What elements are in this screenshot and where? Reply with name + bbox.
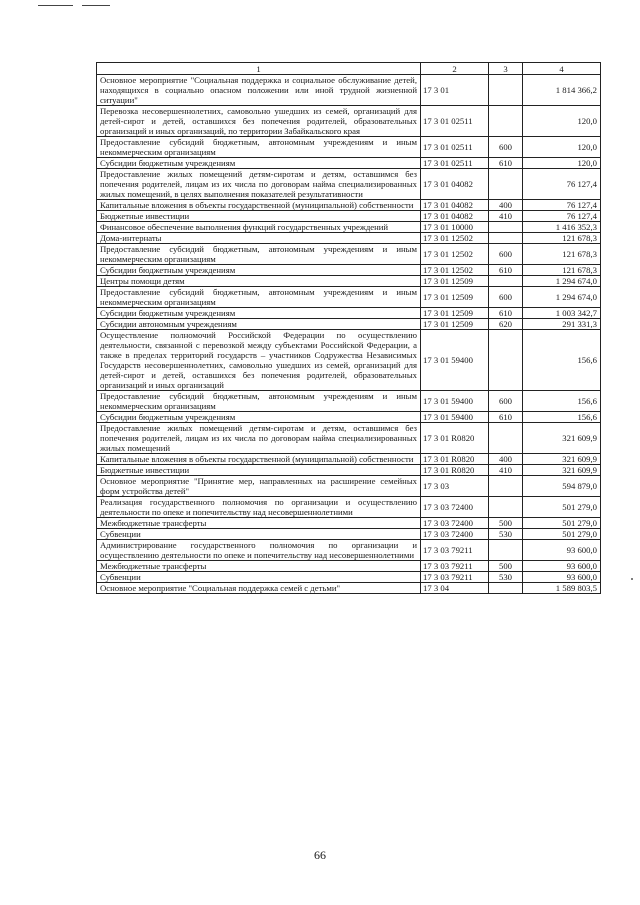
table-row [97,137,601,158]
row-amount-cell: 321 609,9 [523,454,601,465]
row-name-cell: Реализация государственного полномочия по организации и осуществлению деятельности по опеке и попечительству над несовершеннолетними [97,497,421,518]
row-expense-type-cell [489,497,523,518]
budget-table [96,62,601,594]
row-amount-cell: 76 127,4 [523,211,601,222]
header-cell-name: 1 [97,63,421,75]
row-amount-cell: 594 879,0 [523,476,601,497]
row-expense-type-cell: 600 [489,391,523,412]
table-row [97,540,601,561]
row-expense-type-cell: 610 [489,412,523,423]
table-row [97,561,601,572]
row-name-cell: Субсидии бюджетным учреждениям [97,308,421,319]
row-expense-type-cell [489,222,523,233]
row-code-cell: 17 3 01 59400 [421,330,489,391]
row-amount-cell: 121 678,3 [523,265,601,276]
row-expense-type-cell: 530 [489,529,523,540]
header-cell-expense-type: 3 [489,63,523,75]
row-name-cell: Дома-интернаты [97,233,421,244]
row-code-cell: 17 3 03 79211 [421,561,489,572]
row-name-cell: Центры помощи детям [97,276,421,287]
row-amount-cell: 321 609,9 [523,423,601,454]
table-row [97,391,601,412]
table-row [97,287,601,308]
row-name-cell: Субсидии бюджетным учреждениям [97,158,421,169]
table-row [97,276,601,287]
row-amount-cell: 501 279,0 [523,518,601,529]
row-code-cell: 17 3 04 [421,583,489,594]
row-code-cell: 17 3 01 02511 [421,158,489,169]
row-amount-cell: 156,6 [523,330,601,391]
row-amount-cell: 321 609,9 [523,465,601,476]
row-amount-cell: 76 127,4 [523,200,601,211]
row-expense-type-cell: 500 [489,518,523,529]
table-row [97,244,601,265]
row-name-cell: Межбюджетные трансферты [97,561,421,572]
row-code-cell: 17 3 01 12502 [421,233,489,244]
table-row [97,465,601,476]
row-amount-cell: 76 127,4 [523,169,601,200]
row-expense-type-cell: 400 [489,454,523,465]
table-row [97,454,601,465]
row-code-cell: 17 3 03 79211 [421,540,489,561]
row-name-cell: Бюджетные инвестиции [97,465,421,476]
table-row [97,265,601,276]
row-name-cell: Субсидии бюджетным учреждениям [97,265,421,276]
row-expense-type-cell [489,330,523,391]
row-name-cell: Основное мероприятие "Социальная поддержка и социальное обслуживание детей, находящихся в социально опасном положении или иной трудной жизненной ситуации" [97,75,421,106]
row-name-cell: Основное мероприятие "Социальная поддержка семей с детьми" [97,583,421,594]
table-row [97,200,601,211]
row-expense-type-cell: 610 [489,308,523,319]
row-code-cell: 17 3 03 72400 [421,497,489,518]
row-name-cell: Предоставление субсидий бюджетным, автономным учреждениям и иным некоммерческим организациям [97,287,421,308]
row-code-cell: 17 3 01 59400 [421,391,489,412]
page-number: 66 [314,848,326,862]
row-name-cell: Администрирование государственного полномочия по организации и осуществлению деятельности по опеке и попечительству над несовершеннолетними [97,540,421,561]
scan-speck [631,578,633,580]
table-row [97,583,601,594]
row-expense-type-cell: 410 [489,465,523,476]
row-amount-cell: 120,0 [523,137,601,158]
row-expense-type-cell [489,423,523,454]
table-row [97,412,601,423]
row-code-cell: 17 3 01 R0820 [421,465,489,476]
row-code-cell: 17 3 01 [421,75,489,106]
row-expense-type-cell [489,106,523,137]
row-amount-cell: 121 678,3 [523,244,601,265]
row-code-cell: 17 3 01 02511 [421,137,489,158]
header-cell-code: 2 [421,63,489,75]
row-amount-cell: 1 003 342,7 [523,308,601,319]
row-expense-type-cell: 600 [489,137,523,158]
row-name-cell: Основное мероприятие "Принятие мер, направленных на расширение семейных форм устройства детей" [97,476,421,497]
row-name-cell: Финансовое обеспечение выполнения функций государственных учреждений [97,222,421,233]
row-code-cell: 17 3 01 12502 [421,244,489,265]
row-expense-type-cell: 600 [489,244,523,265]
row-amount-cell: 501 279,0 [523,497,601,518]
row-expense-type-cell: 400 [489,200,523,211]
table-row [97,169,601,200]
table-row [97,158,601,169]
row-expense-type-cell [489,540,523,561]
row-code-cell: 17 3 01 12509 [421,319,489,330]
table-row [97,497,601,518]
row-code-cell: 17 3 01 10000 [421,222,489,233]
row-code-cell: 17 3 01 04082 [421,211,489,222]
top-margin-rule [82,5,110,6]
row-code-cell: 17 3 03 72400 [421,518,489,529]
row-expense-type-cell: 500 [489,561,523,572]
row-amount-cell: 93 600,0 [523,561,601,572]
row-amount-cell: 1 416 352,3 [523,222,601,233]
row-name-cell: Предоставление субсидий бюджетным, автономным учреждениям и иным некоммерческим организациям [97,244,421,265]
row-amount-cell: 1 814 366,2 [523,75,601,106]
row-name-cell: Предоставление субсидий бюджетным, автономным учреждениям и иным некоммерческим организациям [97,137,421,158]
row-code-cell: 17 3 01 12509 [421,287,489,308]
table-row [97,319,601,330]
row-name-cell: Предоставление жилых помещений детям-сиротам и детям, оставшимся без попечения родителей, лицам из их числа по договорам найма специализированных жилых помещений [97,423,421,454]
table-row [97,211,601,222]
table-row [97,75,601,106]
row-expense-type-cell: 600 [489,287,523,308]
row-name-cell: Субсидии бюджетным учреждениям [97,412,421,423]
row-code-cell: 17 3 01 R0820 [421,454,489,465]
row-name-cell: Субсидии автономным учреждениям [97,319,421,330]
row-code-cell: 17 3 01 R0820 [421,423,489,454]
row-expense-type-cell [489,169,523,200]
row-name-cell: Межбюджетные трансферты [97,518,421,529]
row-expense-type-cell: 620 [489,319,523,330]
row-expense-type-cell: 610 [489,158,523,169]
row-amount-cell: 93 600,0 [523,540,601,561]
table-row [97,572,601,583]
row-name-cell: Бюджетные инвестиции [97,211,421,222]
row-code-cell: 17 3 01 12502 [421,265,489,276]
table-row [97,308,601,319]
row-name-cell: Перевозка несовершеннолетних, самовольно ушедших из семей, организаций для детей-сирот и детей, оставшихся без попечения родителей, образовательных организаций и иных организаций, по территории Забайкальского края [97,106,421,137]
row-code-cell: 17 3 03 [421,476,489,497]
row-code-cell: 17 3 01 02511 [421,106,489,137]
table-row [97,106,601,137]
row-name-cell: Субвенции [97,572,421,583]
row-amount-cell: 1 294 674,0 [523,287,601,308]
row-name-cell: Субвенции [97,529,421,540]
row-code-cell: 17 3 01 12509 [421,276,489,287]
row-amount-cell: 291 331,3 [523,319,601,330]
row-amount-cell: 501 279,0 [523,529,601,540]
row-amount-cell: 156,6 [523,412,601,423]
table-row [97,423,601,454]
row-code-cell: 17 3 03 79211 [421,572,489,583]
row-name-cell: Осуществление полномочий Российской Федерации по осуществлению деятельности, связанной с перевозкой между субъектами Российской Федерации, а также в пределах территорий государств – участников Содружества Независимых Государств несовершеннолетних, самовольно ушедших из семей, организаций для детей-сирот и детей, оставшихся без попечения родителей, образовательных организаций и иных организаций [97,330,421,391]
table-row [97,233,601,244]
row-expense-type-cell: 410 [489,211,523,222]
top-margin-rule [38,5,73,6]
row-name-cell: Предоставление субсидий бюджетным, автономным учреждениям и иным некоммерческим организациям [97,391,421,412]
table-row [97,476,601,497]
row-code-cell: 17 3 01 04082 [421,169,489,200]
table-row [97,330,601,391]
row-code-cell: 17 3 01 59400 [421,412,489,423]
row-code-cell: 17 3 01 12509 [421,308,489,319]
row-amount-cell: 1 589 803,5 [523,583,601,594]
row-expense-type-cell [489,476,523,497]
row-expense-type-cell [489,276,523,287]
row-expense-type-cell [489,233,523,244]
row-code-cell: 17 3 01 04082 [421,200,489,211]
row-amount-cell: 1 294 674,0 [523,276,601,287]
table-row [97,529,601,540]
row-amount-cell: 156,6 [523,391,601,412]
table-row [97,518,601,529]
row-amount-cell: 120,0 [523,158,601,169]
row-amount-cell: 120,0 [523,106,601,137]
header-cell-amount: 4 [523,63,601,75]
row-name-cell: Капитальные вложения в объекты государственной (муниципальной) собственности [97,454,421,465]
row-code-cell: 17 3 03 72400 [421,529,489,540]
row-expense-type-cell [489,75,523,106]
table-header-row [97,63,601,75]
row-name-cell: Капитальные вложения в объекты государственной (муниципальной) собственности [97,200,421,211]
row-expense-type-cell [489,583,523,594]
table-row [97,222,601,233]
row-expense-type-cell: 530 [489,572,523,583]
row-amount-cell: 93 600,0 [523,572,601,583]
row-expense-type-cell: 610 [489,265,523,276]
row-name-cell: Предоставление жилых помещений детям-сиротам и детям, оставшимся без попечения родителей, лицам из их числа по договорам найма специализированных жилых помещений, в целях выполнения показателей результативности [97,169,421,200]
row-amount-cell: 121 678,3 [523,233,601,244]
